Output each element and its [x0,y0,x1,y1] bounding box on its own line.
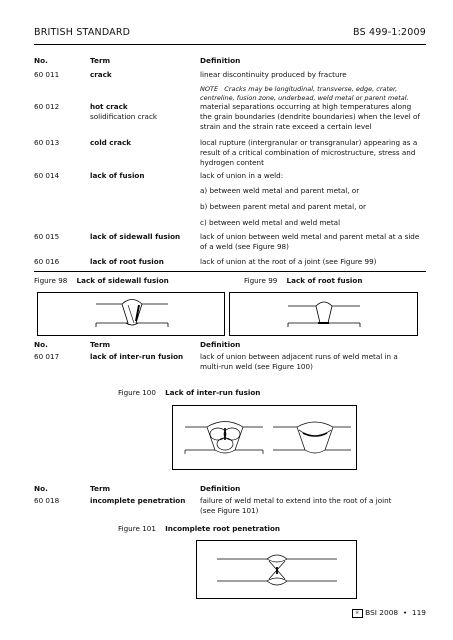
col-header-term: Term [90,484,111,493]
entry-number: 60 014 [34,171,60,180]
figure-101-number: Figure 101 [118,524,156,533]
entry-definition-line1: lack of union at the root of a joint (see Figure 99) [200,257,377,266]
figure-99-diagram [229,292,418,336]
figure-100-diagram [172,405,357,470]
entry-number: 60 011 [34,70,60,79]
note-text: Cracks may be longitudinal, transverse, edge, crater, [224,85,398,93]
entry-synonym: solidification crack [90,112,158,121]
col-header-no: No. [34,484,48,493]
entry-definition-line1: lack of union between weld metal and parent metal at a side [200,232,420,241]
figure-99-caption [244,276,362,286]
footer-publisher: BSI 2008 [365,608,399,617]
entry-number: 60 016 [34,257,60,266]
running-header-right: BS 499-1:2009 [353,27,426,38]
running-header-left: BRITISH STANDARD [34,27,131,38]
entry-definition-line1: lack of union in a weld: [200,171,284,180]
entry-number: 60 018 [34,496,60,505]
col-header-no: No. [34,56,48,65]
col-header-definition: Definition [200,340,241,349]
entry-definition-line2: result of a critical combination of microstructure, stress and [200,148,416,157]
footer-page-number: 119 [411,608,426,617]
entry-definition-item-b: b) between parent metal and parent metal, or [200,202,367,211]
header-rule [34,44,426,45]
note-label: NOTE [200,85,219,93]
col-header-term: Term [90,340,111,349]
entry-term: lack of root fusion [90,257,164,266]
entry-definition-line1: material separations occurring at high temperatures along [200,102,412,111]
entry-definition-line1: lack of union between adjacent runs of weld metal in a [200,352,398,361]
entry-definition-line3: strain and the strain rate exceed a certain level [200,122,372,131]
entry-note [200,85,397,94]
col-header-term: Term [90,56,111,65]
figure-101-diagram [196,540,357,599]
entry-definition-line1: failure of weld metal to extend into the root of a joint [200,496,392,505]
entry-term: crack [90,70,112,79]
footer-bullet: • [402,608,408,617]
entry-term: lack of inter-run fusion [90,352,184,361]
figure-98-diagram [37,292,225,336]
figure-99-number: Figure 99 [244,276,278,285]
bsi-logo-icon: ♕ [352,609,363,618]
entry-term: lack of sidewall fusion [90,232,181,241]
col-header-no: No. [34,340,48,349]
entry-definition-line2: of a weld (see Figure 98) [200,242,289,251]
entry-term: cold crack [90,138,132,147]
entry-definition-item-a: a) between weld metal and parent metal, or [200,186,360,195]
col-header-definition: Definition [200,484,241,493]
entry-definition-line1: local rupture (intergranular or transgranular) appearing as a [200,138,418,147]
entry-definition-item-c: c) between weld metal and weld metal [200,218,341,227]
figure-98-caption [34,276,169,286]
figure-98-number: Figure 98 [34,276,68,285]
entry-definition: linear discontinuity produced by fracture [200,70,347,79]
entry-term: incomplete penetration [90,496,186,505]
entry-term: hot crack [90,102,128,111]
figure-100-number: Figure 100 [118,388,156,397]
entry-number: 60 012 [34,102,60,111]
table-rule [34,271,426,272]
figure-100-caption [118,388,260,398]
col-header-definition: Definition [200,56,241,65]
entry-number: 60 013 [34,138,60,147]
entry-note-line2: centreline, fusion zone, underbead, weld metal or parent metal. [200,94,409,102]
figure-98-title: Lack of sidewall fusion [76,276,169,285]
entry-definition-line3: hydrogen content [200,158,264,167]
figure-100-title: Lack of inter-run fusion [165,388,261,397]
entry-definition-line2: multi-run weld (see Figure 100) [200,362,313,371]
page-footer [352,608,426,618]
entry-number: 60 015 [34,232,60,241]
entry-definition-line2: the grain boundaries (dendrite boundaries) when the level of [200,112,420,121]
figure-101-title: Incomplete root penetration [165,524,281,533]
entry-term: lack of fusion [90,171,145,180]
figure-101-caption [118,524,280,534]
entry-number: 60 017 [34,352,60,361]
entry-definition-line2: (see Figure 101) [200,506,259,515]
figure-99-title: Lack of root fusion [286,276,363,285]
